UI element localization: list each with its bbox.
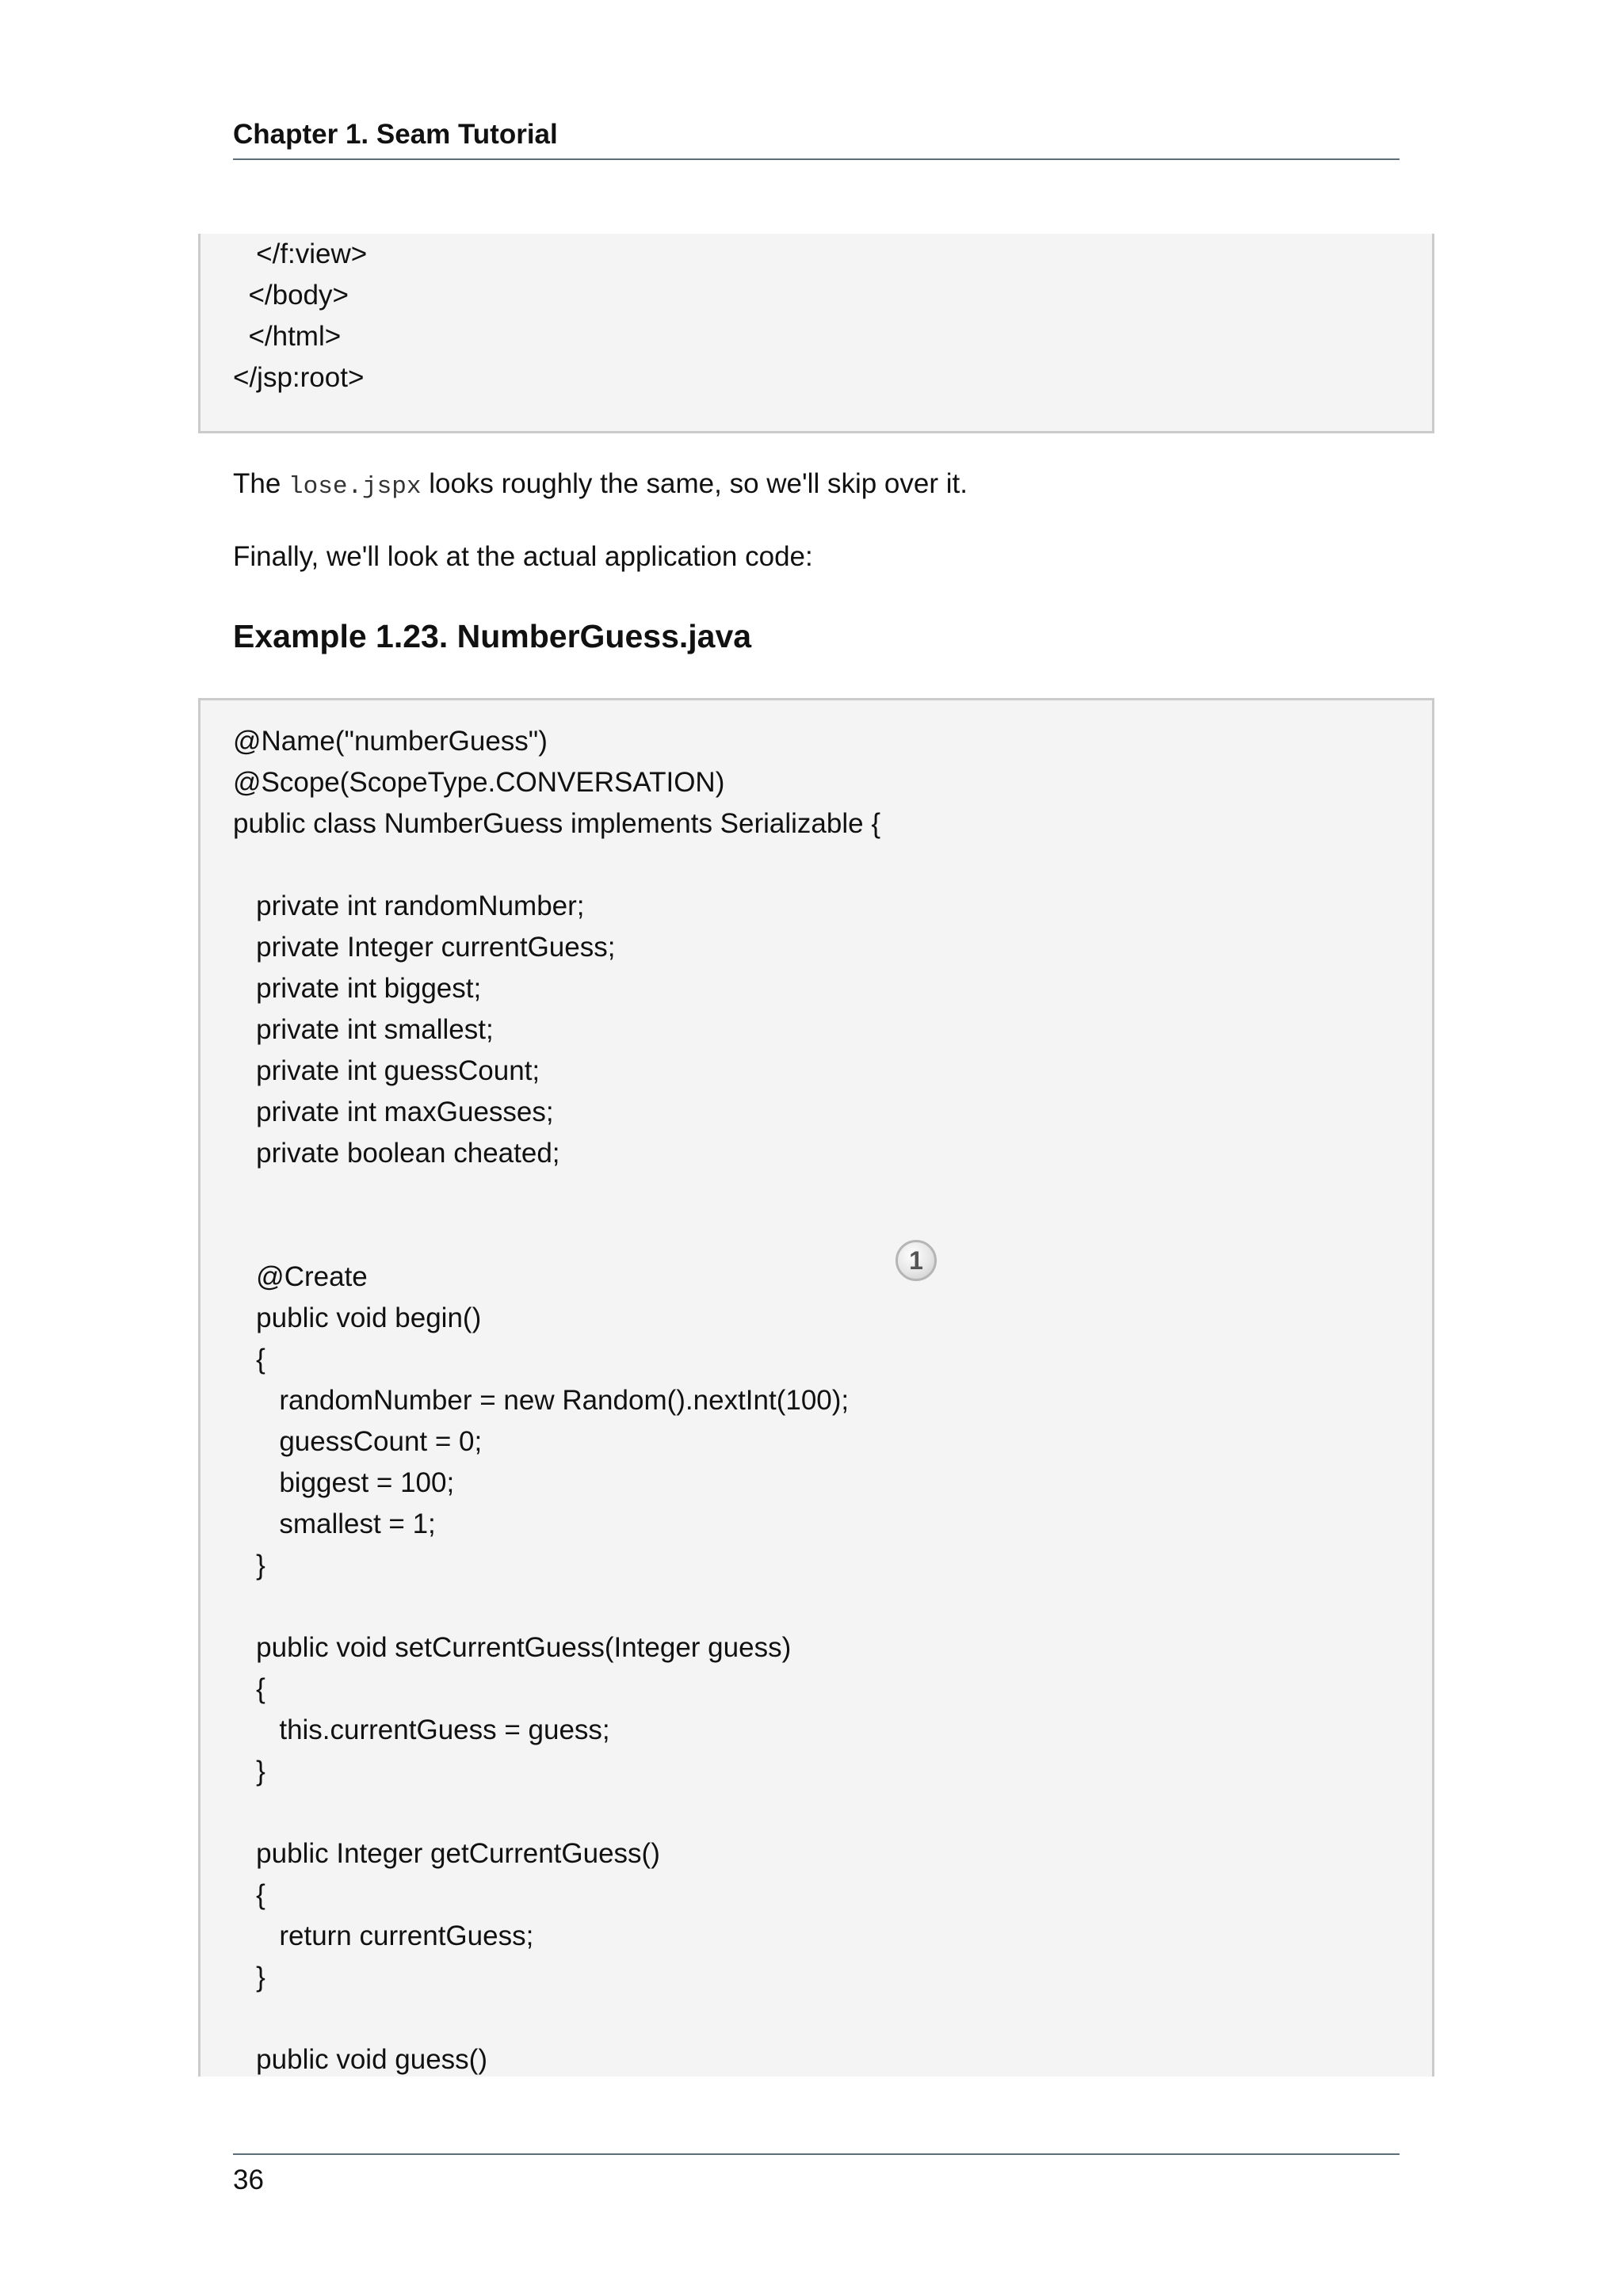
code-line <box>233 1586 880 1627</box>
code-line: </body> <box>233 280 349 311</box>
code-line: private boolean cheated; <box>233 1138 560 1169</box>
code-line: public void guess() <box>233 2044 487 2075</box>
code-line: @Name("numberGuess") <box>233 726 548 757</box>
code-line: guessCount = 0; <box>233 1426 483 1457</box>
code-line: } <box>233 1756 265 1787</box>
callout-1-icon[interactable]: 1 <box>896 1240 937 1281</box>
code-line: { <box>233 1344 265 1375</box>
chapter-title: Chapter 1. Seam Tutorial <box>233 119 558 150</box>
code-line: randomNumber = new Random().nextInt(100); <box>233 1385 850 1416</box>
paragraph-text: The <box>233 468 289 499</box>
code-line: @Create <box>233 1261 368 1292</box>
code-line: { <box>233 1673 265 1704</box>
code-line: </jsp:root> <box>233 362 365 393</box>
code-line: private int maxGuesses; <box>233 1097 554 1127</box>
code-line: private Integer currentGuess; <box>233 932 616 963</box>
code-line: biggest = 100; <box>233 1467 455 1498</box>
page-number: 36 <box>233 2164 264 2195</box>
paragraph-application-code: Finally, we'll look at the actual application code: <box>233 541 813 572</box>
code-line: public Integer getCurrentGuess() <box>233 1838 660 1869</box>
code-line: </html> <box>233 321 342 352</box>
code-line: { <box>233 1879 265 1910</box>
code-lines-top <box>233 234 367 399</box>
code-line: } <box>233 1550 265 1581</box>
code-line: @Scope(ScopeType.CONVERSATION) <box>233 767 725 798</box>
code-block-numberguess <box>198 698 1434 2077</box>
inline-code-filename: lose.jspx <box>288 473 422 501</box>
code-line: private int smallest; <box>233 1014 494 1045</box>
paragraph-lose-jspx <box>233 466 968 505</box>
code-line <box>233 1998 880 2039</box>
code-line <box>233 1174 880 1215</box>
code-line: private int randomNumber; <box>233 891 585 921</box>
code-line: public void begin() <box>233 1302 482 1333</box>
code-line: private int biggest; <box>233 973 482 1004</box>
code-block-jsp-tail <box>198 234 1434 433</box>
code-line: public class NumberGuess implements Serializable { <box>233 808 881 839</box>
code-line: return currentGuess; <box>233 1920 534 1951</box>
code-line: public void setCurrentGuess(Integer guess) <box>233 1632 792 1663</box>
code-line: private int guessCount; <box>233 1055 540 1086</box>
code-line: smallest = 1; <box>233 1508 436 1539</box>
page-footer <box>233 2153 1400 2195</box>
code-line <box>233 1792 880 1833</box>
code-line <box>233 1215 880 1257</box>
code-line: </f:view> <box>233 238 368 269</box>
paragraph-text: looks roughly the same, so we'll skip over it. <box>421 468 968 499</box>
example-title: Example 1.23. NumberGuess.java <box>233 618 752 654</box>
code-line <box>233 845 880 886</box>
code-line: this.currentGuess = guess; <box>233 1714 610 1745</box>
code-line: } <box>233 1962 265 1993</box>
page-header <box>233 116 1400 160</box>
code-lines-main <box>233 721 880 2081</box>
